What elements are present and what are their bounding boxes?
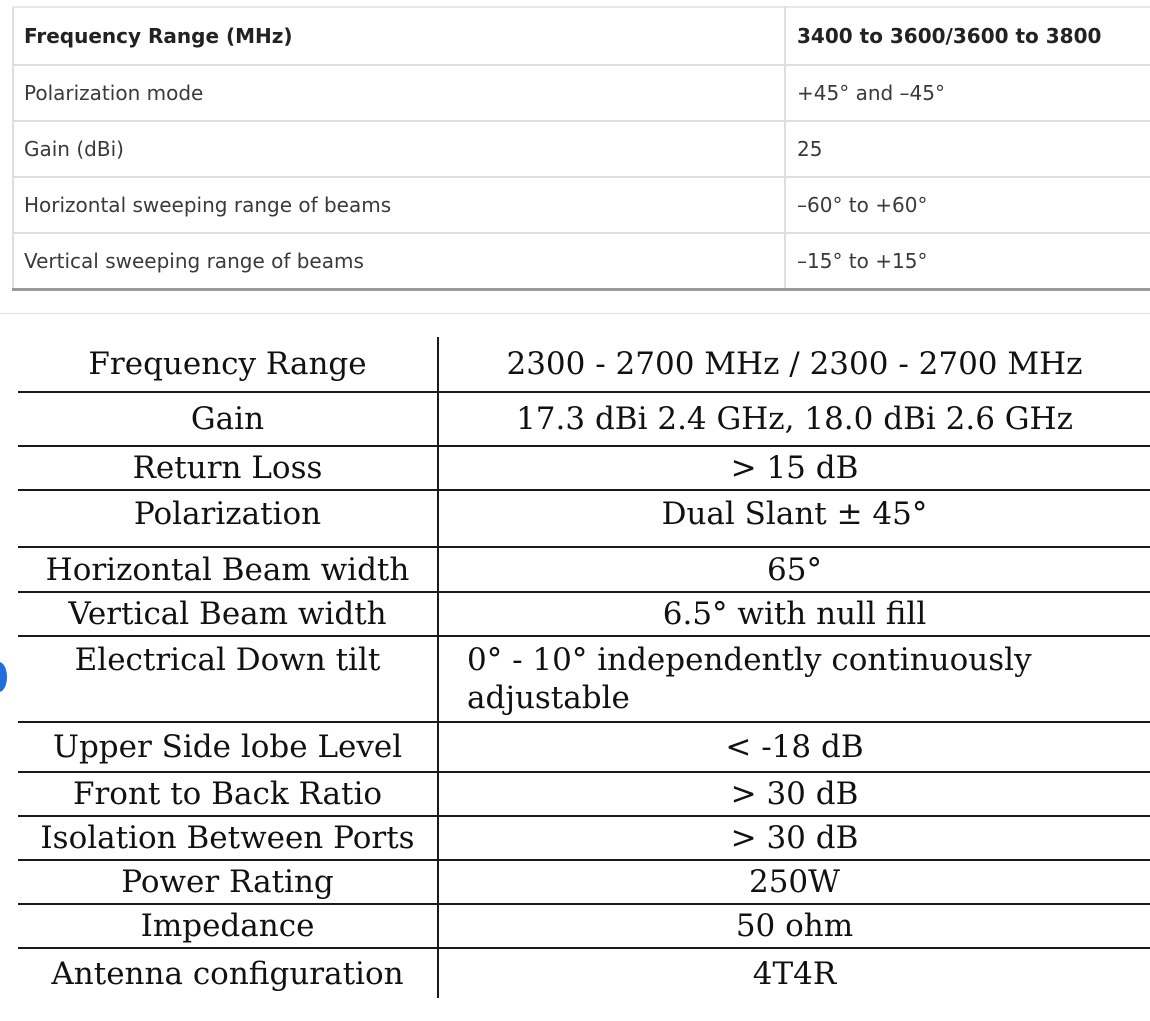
spec-value: Dual Slant ± 45°	[438, 490, 1150, 547]
section-divider	[0, 313, 1150, 314]
spec-label: Impedance	[18, 904, 438, 948]
spec-table-top	[12, 6, 1150, 291]
table-row	[13, 121, 1150, 177]
table-row	[18, 636, 1150, 722]
spec-value: > 15 dB	[438, 446, 1150, 490]
table-row	[18, 722, 1150, 772]
spec-value: 0° - 10° independently continuously adjustable	[438, 636, 1150, 722]
spec-label: Electrical Down tilt	[18, 636, 438, 722]
spec-value: 6.5° with null fill	[438, 592, 1150, 636]
spec-value: 250W	[438, 860, 1150, 904]
spec-label: Front to Back Ratio	[18, 772, 438, 816]
table-row	[18, 592, 1150, 636]
table-row	[18, 446, 1150, 490]
spec-value: 4T4R	[752, 955, 837, 992]
spec-label: Polarization mode	[13, 65, 785, 121]
spec-label: Polarization	[18, 490, 438, 547]
table-row	[18, 904, 1150, 948]
spec-value: +45° and –45°	[785, 65, 1150, 121]
edge-circle-icon	[0, 662, 7, 692]
spec-value: 2300 - 2700 MHz / 2300 - 2700 MHz	[438, 337, 1150, 392]
table-row	[18, 490, 1150, 547]
spec-value: 3400 to 3600/3600 to 3800	[785, 7, 1150, 65]
spec-label: Vertical Beam width	[18, 592, 438, 636]
table-row	[13, 65, 1150, 121]
spec-label: Power Rating	[18, 860, 438, 904]
spec-value: > 30 dB	[438, 772, 1150, 816]
spec-label: Upper Side lobe Level	[18, 722, 438, 772]
spec-value: –60° to +60°	[785, 177, 1150, 233]
table-row	[18, 392, 1150, 446]
spec-label: Gain (dBi)	[13, 121, 785, 177]
spec-value: < -18 dB	[438, 722, 1150, 772]
table-row	[18, 772, 1150, 816]
spec-label: Vertical sweeping range of beams	[13, 233, 785, 290]
spec-label: Isolation Between Ports	[18, 816, 438, 860]
table-row	[13, 7, 1150, 65]
table-row	[18, 547, 1150, 592]
table-row	[13, 177, 1150, 233]
spec-value: 17.3 dBi 2.4 GHz, 18.0 dBi 2.6 GHz	[438, 392, 1150, 446]
spec-value: 65°	[438, 547, 1150, 592]
table-row	[18, 948, 1150, 998]
spec-value: 50 ohm	[438, 904, 1150, 948]
table-row	[18, 337, 1150, 392]
spec-label: Frequency Range (MHz)	[13, 7, 785, 65]
spec-label: Gain	[18, 392, 438, 446]
spec-label: Horizontal sweeping range of beams	[13, 177, 785, 233]
spec-label: Horizontal Beam width	[18, 547, 438, 592]
table-row	[13, 233, 1150, 290]
spec-table-bottom	[18, 337, 1150, 998]
spec-label: Frequency Range	[18, 337, 438, 392]
spec-value: –15° to +15°	[785, 233, 1150, 290]
spec-label: Antenna configuration	[18, 948, 438, 998]
table-row	[18, 816, 1150, 860]
spec-label: Return Loss	[18, 446, 438, 490]
spec-value: 25	[785, 121, 1150, 177]
table-row	[18, 860, 1150, 904]
spec-value: > 30 dB	[438, 816, 1150, 860]
